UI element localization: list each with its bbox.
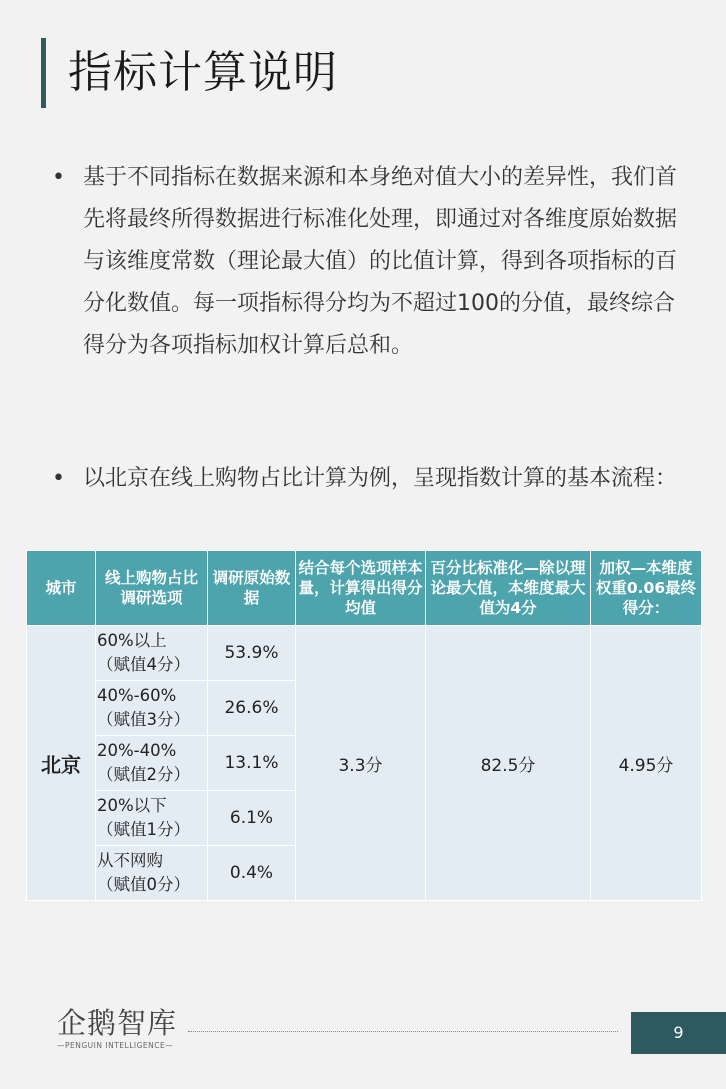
bullet-item-2 [52, 458, 682, 500]
option-cell [96, 791, 208, 846]
raw-value-cell: 13.1% [208, 736, 296, 791]
option-cell [96, 681, 208, 736]
title-accent-bar [41, 38, 46, 108]
header-survey-option: 线上购物占比调研选项 [96, 551, 208, 626]
option-cell [96, 736, 208, 791]
footer-dotted-divider [188, 1031, 618, 1032]
option-cell [96, 626, 208, 681]
logo-subtext: —PENGUIN INTELLIGENCE— [57, 1041, 174, 1050]
raw-value-cell: 6.1% [208, 791, 296, 846]
city-cell: 北京 [27, 626, 96, 901]
option-label: 20%以下 [97, 796, 167, 815]
bullet-dot: • [52, 466, 65, 491]
raw-value-cell: 26.6% [208, 681, 296, 736]
option-label: 20%-40% [97, 741, 177, 760]
header-normalization: 百分比标准化—除以理论最大值，本维度最大值为4分 [426, 551, 591, 626]
page-number: 9 [673, 1023, 684, 1042]
option-assigned-value: （赋值0分） [97, 875, 190, 894]
option-label: 40%-60% [97, 686, 177, 705]
raw-value-cell: 0.4% [208, 846, 296, 901]
final-score-cell: 4.95分 [591, 626, 702, 901]
header-city: 城市 [27, 551, 96, 626]
logo-text: 企鹅智库 [57, 1006, 178, 1040]
option-assigned-value: （赋值2分） [97, 765, 190, 784]
table-row [27, 626, 702, 681]
option-assigned-value: （赋值3分） [97, 710, 190, 729]
bullet-dot: • [52, 165, 65, 190]
normalized-score-cell: 82.5分 [426, 626, 591, 901]
option-label: 60%以上 [97, 631, 167, 650]
raw-value-cell: 53.9% [208, 626, 296, 681]
bullet-item-1 [52, 157, 682, 367]
option-assigned-value: （赋值1分） [97, 820, 190, 839]
mean-score-cell: 3.3分 [296, 626, 426, 901]
option-label: 从不网购 [97, 851, 163, 870]
bullet-text-1: 基于不同指标在数据来源和本身绝对值大小的差异性，我们首先将最终所得数据进行标准化处理，即通过对各维度原始数据与该维度常数（理论最大值）的比值计算，得到各项指标的百分化数值。每一项指标得分均为不超过100的分值，最终综合得分为各项指标加权计算后总和。 [83, 165, 678, 358]
header-weighted-score: 加权—本维度权重0.06最终得分： [591, 551, 702, 626]
option-cell [96, 846, 208, 901]
index-calculation-table [26, 550, 702, 901]
header-raw-data: 调研原始数据 [208, 551, 296, 626]
penguin-intelligence-logo [57, 1005, 177, 1050]
page-number-badge [631, 1012, 726, 1054]
header-mean-score: 结合每个选项样本量，计算得出得分均值 [296, 551, 426, 626]
option-assigned-value: （赋值4分） [97, 655, 190, 674]
table-header-row [27, 551, 702, 626]
bullet-text-2: 以北京在线上购物占比计算为例，呈现指数计算的基本流程： [83, 466, 678, 491]
page-title: 指标计算说明 [68, 47, 338, 98]
